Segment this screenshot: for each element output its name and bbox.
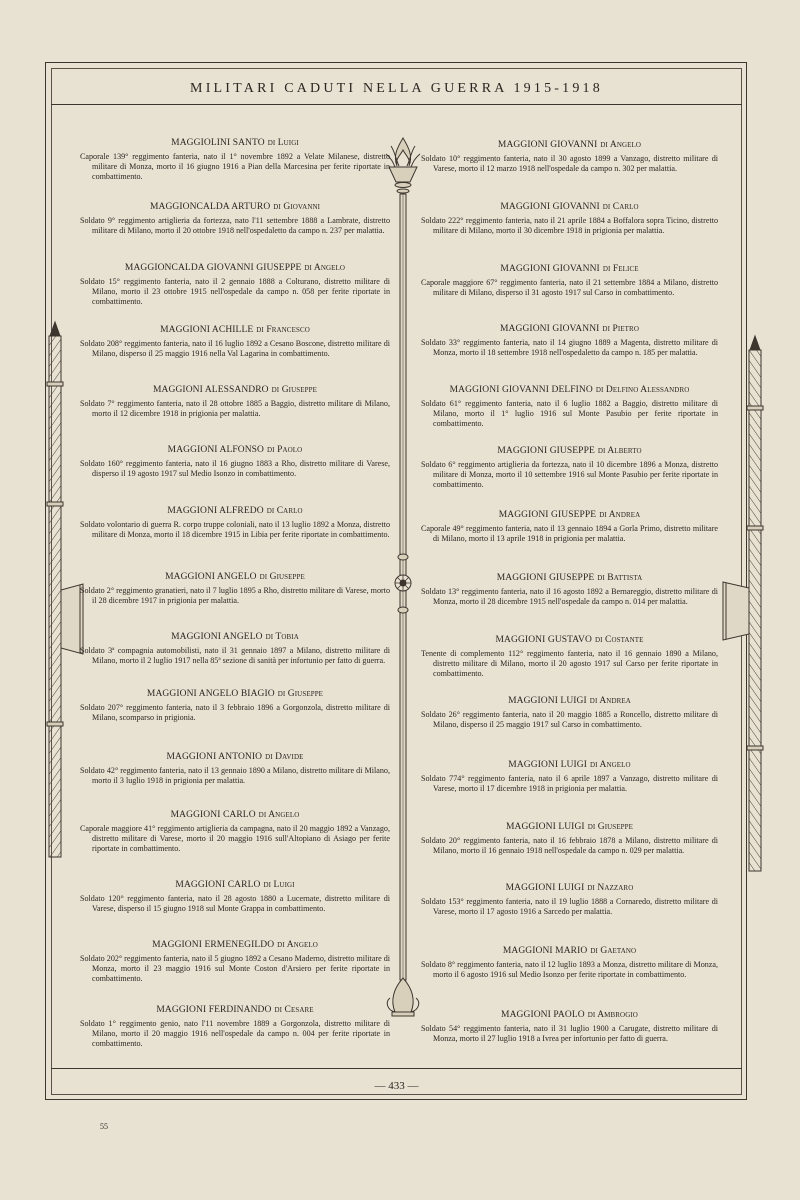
soldier-name: MAGGIONI ANGELO BIAGIO xyxy=(146,689,275,699)
entry-heading xyxy=(421,445,718,457)
father-name: di Giuseppe xyxy=(259,572,305,582)
soldier-name: MAGGIONI FERDINANDO xyxy=(156,1005,272,1015)
entry xyxy=(80,262,390,307)
entry-heading xyxy=(80,688,390,700)
service-record: Soldato 2° reggimento granatieri, nato il 7 luglio 1895 a Rho, distretto militare di Varese, morto il 28 dicembre 1917 in prigionia per malattia. xyxy=(80,586,390,605)
father-name: di Pietro xyxy=(602,324,639,334)
father-name: di Felice xyxy=(602,264,639,274)
soldier-name: MAGGIONI ACHILLE xyxy=(160,325,254,335)
soldier-name: MAGGIONI GIUSEPPE xyxy=(497,446,595,456)
entry-heading xyxy=(80,631,390,643)
service-record: Caporale maggiore 67° reggimento fanteria, nato il 21 settembre 1884 a Milano, distretto militare di Milano, disperso il 31 agosto 1917 sul Carso in combattimento. xyxy=(421,278,718,297)
entry xyxy=(421,634,718,679)
service-record: Soldato 13° reggimento fanteria, nato il 16 agosto 1892 a Bernareggio, distretto militare di Monza, morto il 28 dicembre 1915 nell'ospedale da campo n. 014 per malattia. xyxy=(421,587,718,606)
entry xyxy=(421,445,718,490)
soldier-name: MAGGIONI ANGELO xyxy=(171,632,263,642)
entry xyxy=(421,509,718,544)
father-name: di Giovanni xyxy=(273,202,321,212)
service-record: Soldato 120° reggimento fanteria, nato il 28 agosto 1880 a Lucernate, distretto militare di Varese, disperso il 15 giugno 1918 sul Monte Grappa in combattimento. xyxy=(80,894,390,913)
rosette-icon xyxy=(395,575,411,591)
entry xyxy=(80,505,390,540)
father-name: di Ambrogio xyxy=(587,1010,638,1020)
fasces-icon xyxy=(717,336,775,871)
service-record: Soldato 54° reggimento fanteria, nato il 31 luglio 1900 a Carugate, distretto militare di Monza, morto il 27 luglio 1918 a Ivrea per infortunio per fatto di guerra. xyxy=(421,1024,718,1043)
fasces-icon xyxy=(36,322,86,857)
service-record: Soldato 153° reggimento fanteria, nato il 19 luglio 1888 a Cornaredo, distretto militare di Varese, morto il 17 agosto 1916 a Sarcedo per malattia. xyxy=(421,897,718,916)
entry-heading xyxy=(80,1004,390,1016)
father-name: di Luigi xyxy=(263,880,295,890)
entry-heading xyxy=(421,634,718,646)
entry xyxy=(421,882,718,917)
service-record: Soldato 6° reggimento artiglieria da fortezza, nato il 10 dicembre 1896 a Monza, distretto militare di Monza, morto il 10 settembre 1916 sul Monte Pasubio per ferite riportate in combattimento. xyxy=(421,460,718,489)
soldier-name: MAGGIONI PAOLO xyxy=(501,1010,585,1020)
service-record: Soldato 8° reggimento fanteria, nato il 12 luglio 1893 a Monza, distretto militare di Monza, morto il 6 agosto 1916 sul Medio Isonzo per ferite riportate in combattimento. xyxy=(421,960,718,979)
page-title: MILITARI CADUTI NELLA GUERRA 1915-1918 xyxy=(190,81,603,96)
father-name: di Giuseppe xyxy=(271,385,317,395)
right-column xyxy=(421,0,718,1200)
father-name: di Giuseppe xyxy=(277,689,324,699)
soldier-name: MAGGIONI GIOVANNI xyxy=(500,324,600,334)
entry-heading xyxy=(421,509,718,521)
soldier-name: MAGGIONI GIOVANNI xyxy=(497,140,598,150)
father-name: di Davide xyxy=(265,752,304,762)
entry-heading xyxy=(421,263,718,275)
father-name: di Tobia xyxy=(265,632,299,642)
service-record: Caporale 49° reggimento fanteria, nato il 13 gennaio 1894 a Gorla Primo, distretto militare di Milano, morto il 13 aprile 1918 in prigionia per malattia. xyxy=(421,524,718,543)
entry xyxy=(80,324,390,359)
soldier-name: MAGGIONI ERMENEGILDO xyxy=(152,940,275,950)
soldier-name: MAGGIONI GUSTAVO xyxy=(495,635,592,645)
service-record: Soldato 208° reggimento fanteria, nato il 16 luglio 1892 a Cesano Boscone, distretto militare di Milano, disperso il 25 maggio 1916 nella Val Lagarina in combattimento. xyxy=(80,339,390,358)
father-name: di Alberto xyxy=(597,446,642,456)
service-record: Caporale maggiore 41° reggimento artiglieria da campagna, nato il 20 maggio 1892 a Vanzago, distretto militare di Varese, morto il 20 maggio 1916 sull'Altopiano di Asiago per ferite riportate in combattimento. xyxy=(80,824,390,853)
service-record: Soldato 7° reggimento fanteria, nato il 28 ottobre 1885 a Baggio, distretto militare di Milano, morto il 12 dicembre 1918 in prigionia per malattia. xyxy=(80,399,390,418)
entry xyxy=(421,323,718,358)
soldier-name: MAGGIONI ANGELO xyxy=(165,572,257,582)
soldier-name: MAGGIONI GIOVANNI xyxy=(500,202,600,212)
entry-heading xyxy=(421,201,718,213)
entry xyxy=(80,201,390,236)
service-record: Tenente di complemento 112° reggimento fanteria, nato il 16 gennaio 1890 a Milano, distretto militare di Milano, morto il 20 agosto 1917 sul Carso per ferite riportate in combattimento. xyxy=(421,649,718,678)
left-column xyxy=(80,0,390,1200)
entry-heading xyxy=(80,137,390,149)
service-record: Soldato 9° reggimento artiglieria da fortezza, nato l'11 settembre 1888 a Lambrate, distretto militare di Milano, morto il 20 ottobre 1918 nell'ospedaletto da campo n. 237 per malattia. xyxy=(80,216,390,235)
service-record: Soldato 774° reggimento fanteria, nato il 6 aprile 1897 a Vanzago, distretto militare di Varese, morto il 17 dicembre 1918 in prigionia per malattia. xyxy=(421,774,718,793)
entry-heading xyxy=(80,324,390,336)
father-name: di Battista xyxy=(597,573,643,583)
entry-heading xyxy=(421,323,718,335)
father-name: di Angelo xyxy=(590,760,631,770)
page-number: — 433 — xyxy=(374,1080,419,1092)
father-name: di Nazzaro xyxy=(587,883,634,893)
service-record: Soldato 160° reggimento fanteria, nato il 16 giugno 1883 a Rho, distretto militare di Varese, disperso il 19 agosto 1917 sul Medio Isonzo in combattimento. xyxy=(80,459,390,478)
soldier-name: MAGGIONI MARIO xyxy=(502,946,588,956)
entry-heading xyxy=(80,939,390,951)
father-name: di Carlo xyxy=(266,506,303,516)
entry xyxy=(421,384,718,429)
service-record: Soldato 1° reggimento genio, nato l'11 novembre 1889 a Gorgonzola, distretto militare di Milano, morto il 20 maggio 1916 nell'ospedale da campo n. 004 per ferite riportate in combattimento. xyxy=(80,1019,390,1048)
father-name: di Carlo xyxy=(602,202,639,212)
entry xyxy=(421,821,718,856)
entry xyxy=(80,137,390,182)
father-name: di Paolo xyxy=(267,445,303,455)
father-name: di Andrea xyxy=(589,696,631,706)
soldier-name: MAGGIONI LUIGI xyxy=(505,822,585,832)
entry xyxy=(80,879,390,914)
entry-heading xyxy=(80,201,390,213)
entry-heading xyxy=(80,444,390,456)
father-name: di Francesco xyxy=(256,325,310,335)
father-name: di Gaetano xyxy=(590,946,637,956)
father-name: di Costante xyxy=(594,635,644,645)
service-record: Soldato 26° reggimento fanteria, nato il 20 maggio 1885 a Roncello, distretto militare di Milano, disperso il 25 maggio 1917 sul Carso in combattimento. xyxy=(421,710,718,729)
entry-heading xyxy=(80,879,390,891)
service-record: Caporale 139° reggimento fanteria, nato il 1° novembre 1892 a Velate Milanese, distretto militare di Monza, morto il 16 giugno 1916 a Pian della Marcesina per ferite riportate in combattimento. xyxy=(80,152,390,181)
entry xyxy=(80,1004,390,1049)
father-name: di Angelo xyxy=(600,140,642,150)
entry-heading xyxy=(421,821,718,833)
footer-mark: 55 xyxy=(100,1122,108,1131)
service-record: Soldato 15° reggimento fanteria, nato il 2 gennaio 1888 a Colturano, distretto militare di Milano, morto il 23 ottobre 1915 nell'ospedale da campo n. 058 per ferite riportate in combattimento. xyxy=(80,277,390,306)
entry-heading xyxy=(421,882,718,894)
father-name: di Giuseppe xyxy=(587,822,634,832)
father-name: di Luigi xyxy=(267,138,299,148)
service-record: Soldato 42° reggimento fanteria, nato il 13 gennaio 1890 a Milano, distretto militare di Milano, morto il 3 luglio 1918 in prigionia per malattia. xyxy=(80,766,390,785)
father-name: di Angelo xyxy=(258,810,300,820)
entry xyxy=(80,631,390,666)
entry xyxy=(421,572,718,607)
entry-heading xyxy=(80,751,390,763)
entry-heading xyxy=(80,809,390,821)
entry xyxy=(421,1009,718,1044)
father-name: di Delfino Alessandro xyxy=(595,385,690,395)
entry xyxy=(421,139,718,174)
father-name: di Angelo xyxy=(277,940,318,950)
entry-heading xyxy=(421,759,718,771)
soldier-name: MAGGIONI ALFONSO xyxy=(167,445,265,455)
entry xyxy=(80,444,390,479)
service-record: Soldato 10° reggimento fanteria, nato il 30 agosto 1899 a Vanzago, distretto militare di Varese, morto il 12 marzo 1918 nell'ospedale da campo n. 302 per malattia. xyxy=(421,154,718,173)
entry-heading xyxy=(80,384,390,396)
entry-heading xyxy=(80,262,390,274)
entry-heading xyxy=(421,695,718,707)
soldier-name: MAGGIONI CARLO xyxy=(175,880,261,890)
entry-heading xyxy=(421,945,718,957)
service-record: Soldato 3ª compagnia automobilisti, nato il 31 gennaio 1897 a Milano, distretto militare di Milano, morto il 2 luglio 1917 nella 85ª sezione di sanità per infortunio per fatto di guerra. xyxy=(80,646,390,665)
soldier-name: MAGGIOLINI SANTO xyxy=(171,138,265,148)
soldier-name: MAGGIONI ALFREDO xyxy=(167,506,264,516)
entry xyxy=(80,939,390,984)
soldier-name: MAGGIONI GIOVANNI xyxy=(500,264,600,274)
entry xyxy=(80,688,390,723)
entry xyxy=(80,384,390,419)
father-name: di Angelo xyxy=(304,263,346,273)
entry xyxy=(80,809,390,854)
entry-heading xyxy=(421,1009,718,1021)
soldier-name: MAGGIONI GIUSEPPE xyxy=(496,573,595,583)
soldier-name: MAGGIONI GIOVANNI DELFINO xyxy=(449,385,593,395)
entry xyxy=(80,571,390,606)
entry xyxy=(421,945,718,980)
soldier-name: MAGGIONI LUIGI xyxy=(508,760,587,770)
soldier-name: MAGGIONCALDA ARTURO xyxy=(149,202,271,212)
service-record: Soldato 33° reggimento fanteria, nato il 14 giugno 1889 a Magenta, distretto militare di Monza, morto il 18 settembre 1918 nell'ospedaletto da campo n. 185 per malattia. xyxy=(421,338,718,357)
father-name: di Cesare xyxy=(274,1005,314,1015)
father-name: di Andrea xyxy=(599,510,641,520)
service-record: Soldato 222° reggimento fanteria, nato il 21 aprile 1884 a Boffalora sopra Ticino, distretto militare di Milano, morto il 30 dicembre 1918 in prigionia per malattia. xyxy=(421,216,718,235)
entry xyxy=(421,201,718,236)
service-record: Soldato volontario di guerra R. corpo truppe coloniali, nato il 13 luglio 1892 a Monza, distretto militare di Monza, morto il 18 dicembre 1915 in Libia per ferite riportate in combattimento. xyxy=(80,520,390,539)
service-record: Soldato 61° reggimento fanteria, nato il 6 luglio 1882 a Baggio, distretto militare di Milano, morto il 1° luglio 1916 sul Monte Pasubio per ferite riportate in combattimento. xyxy=(421,399,718,428)
service-record: Soldato 20° reggimento fanteria, nato il 16 febbraio 1878 a Milano, distretto militare di Milano, morto il 16 gennaio 1918 nell'ospedale da campo n. 029 per malattia. xyxy=(421,836,718,855)
service-record: Soldato 207° reggimento fanteria, nato il 3 febbraio 1896 a Gorgonzola, distretto militare di Milano, scomparso in prigionia. xyxy=(80,703,390,722)
soldier-name: MAGGIONI LUIGI xyxy=(508,696,587,706)
entry-heading xyxy=(80,505,390,517)
entry xyxy=(80,751,390,786)
soldier-name: MAGGIONI GIUSEPPE xyxy=(498,510,597,520)
soldier-name: MAGGIONI CARLO xyxy=(170,810,256,820)
entry-heading xyxy=(421,139,718,151)
entry-heading xyxy=(421,384,718,396)
entry-heading xyxy=(421,572,718,584)
service-record: Soldato 202° reggimento fanteria, nato il 5 giugno 1892 a Cesano Maderno, distretto militare di Monza, morto il 23 maggio 1916 sul Monte Coston d'Arsiero per ferite riportate in combattimento. xyxy=(80,954,390,983)
entry-heading xyxy=(80,571,390,583)
soldier-name: MAGGIONCALDA GIOVANNI GIUSEPPE xyxy=(124,263,302,273)
soldier-name: MAGGIONI ANTONIO xyxy=(166,752,263,762)
entry xyxy=(421,759,718,794)
soldier-name: MAGGIONI ALESSANDRO xyxy=(153,385,269,395)
soldier-name: MAGGIONI LUIGI xyxy=(505,883,585,893)
entry xyxy=(421,263,718,298)
entry xyxy=(421,695,718,730)
